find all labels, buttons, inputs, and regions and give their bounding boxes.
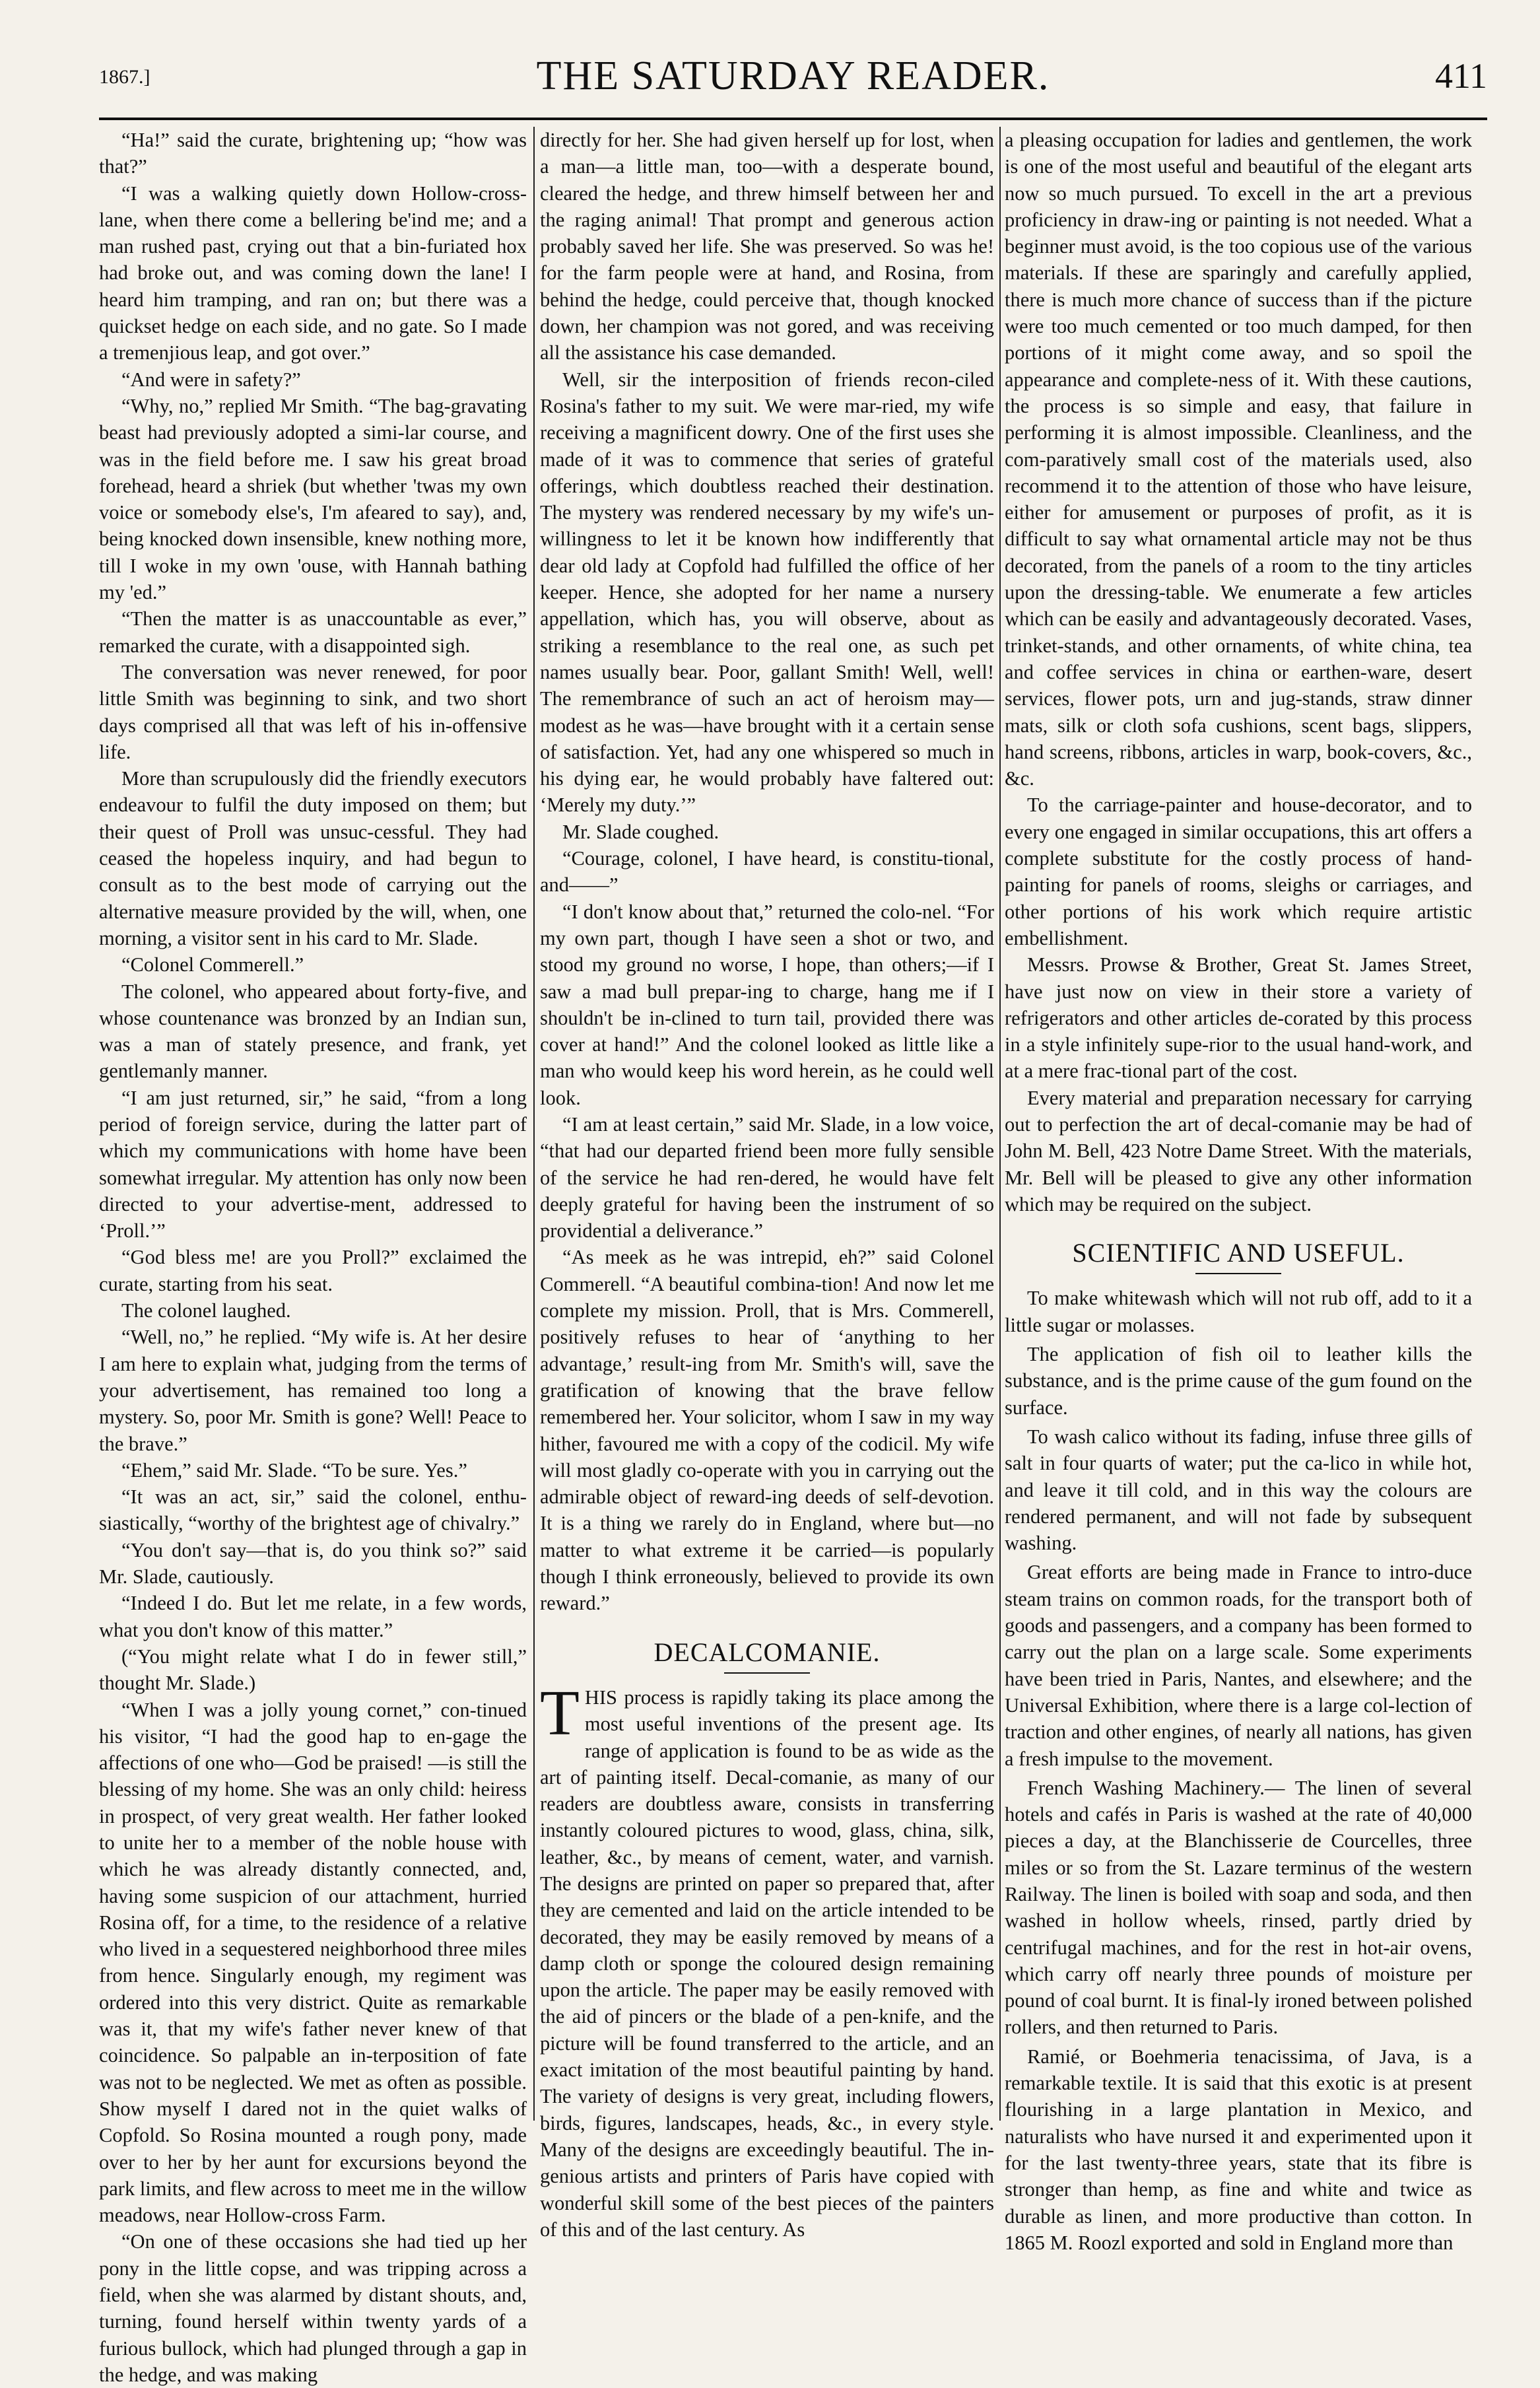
paragraph: “When I was a jolly young cornet,” con-tinued his visitor, “I had the good hap to en-gage the affections of one who—God be praised! —is still the blessing of my home. She was an only child: heiress in prospect, of very great wealth. Her father looked to unite her to a member of the noble house with which he was already distantly connected, and, having some suspicion of our attachment, hurried Rosina off, for a time, to the residence of a relative who lived in a sequestered neighborhood three miles from hence. Singularly enough, my regiment was ordered into this very district. Quite as remarkable was it, that my wife's father never knew of that coincidence. So palpable an in-terposition of fate was not to be neglected. We met as often as possible. Show myself I dared not in the quiet walks of Copfold. So Rosina mounted a rough pony, made over to her by her aunt for excursions beyond the park limits, and flew across to meet me in the willow meadows, near Hollow-cross Farm. bbox=[99, 1698, 527, 2227]
paragraph: The colonel, who appeared about forty-five, and whose countenance was bronzed by an Indian sun, was a man of stately presence, and frank, yet gentlemanly manner. bbox=[99, 980, 527, 1083]
column-divider bbox=[999, 127, 1001, 2121]
paragraph: To wash calico without its fading, infuse three gills of salt in four quarts of water; put the ca-lico in while hot, and leave it till cold, and in this way the colours are rendered permanent, and will not fade by subsequent washing. bbox=[1005, 1425, 1472, 1555]
section-heading-scientific: SCIENTIFIC AND USEFUL. bbox=[1072, 1238, 1405, 1268]
paragraph: (“You might relate what I do in fewer still,” thought Mr. Slade.) bbox=[99, 1645, 527, 1695]
paragraph: “Colonel Commerell.” bbox=[121, 953, 304, 976]
page-number: 411 bbox=[1435, 56, 1487, 96]
decalcomanie-text: HIS process is rapidly taking its place among the most useful inventions of the present age. Its range of application is found to be as wide as the art of painting itself. Decal-comanie, as many of our readers are doubtless aware, consists in transferring instantly coloured pictures to wood, glass, china, silk, leather, &c., by means of cement, water, and varnish. The designs are printed on paper so prepared that, after they are cemented and laid on the article intended to be decorated, they may be easily removed by means of a damp cloth or sponge the coloured design remaining upon the article. The paper may be easily removed with the aid of pincers or the blade of a pen-knife, and the picture will be found transferred to the article, and an exact imitation of the most beautiful painting by hand. The variety of designs is very great, including flowers, birds, figures, landscapes, heads, &c., in every style. Many of the designs are exceedingly beautiful. The in-genious artists and printers of Paris have copied with wonderful skill some of the best pieces of the painters of this and of the last century. As bbox=[540, 1686, 994, 2241]
header-year: 1867.] bbox=[99, 66, 151, 88]
paragraph: “Courage, colonel, I have heard, is constitu-tional, and——” bbox=[540, 847, 994, 897]
paragraph: Messrs. Prowse & Brother, Great St. James Street, have just now on view in their store a variety of refrigerators and other articles de-corated by this process in a style infinitely supe-rior to the usual hand-work, and at a mere frac-tional part of the cost. bbox=[1005, 953, 1472, 1083]
paragraph: Well, sir the interposition of friends recon-ciled Rosina's father to my suit. We were mar-ried, my wife receiving a magnificent dowry. One of the first uses she made of it was to commence that series of grateful offerings, which doubtless reached their destination. The mystery was rendered necessary by my wife's un-willingness to let it be known how indifferently that dear old lady at Copfold had fulfilled the office of her keeper. Hence, she adopted for her name a nursery appellation, which has, you will observe, about as striking a resemblance to the real one, as such pet names usually bear. Poor, gallant Smith! Well, well! The remembrance of such an act of heroism may—modest as he was—have brought with it a certain sense of satisfaction. Yet, had any one whispered so much in his dying ear, he would probably have faltered out: ‘Merely my duty.’” bbox=[540, 368, 994, 817]
paragraph: Mr. Slade coughed. bbox=[562, 820, 720, 843]
paragraph: “Indeed I do. But let me relate, in a few words, what you don't know of this matter.” bbox=[99, 1592, 527, 1641]
paragraph: “As meek as he was intrepid, eh?” said Colonel Commerell. “A beautiful combina-tion! And now let me complete my mission. Proll, that is Mrs. Commerell, positively refuses to hear of ‘anything to her advantage,’ result-ing from Mr. Smith's will, save the gratification of knowing that the brave fellow remembered her. Your solicitor, whom I saw in my way hither, favoured me with a copy of the codicil. My wife will most gladly co-operate with you in carrying out the admirable object of reward-ing deeds of self-devotion. It is a thing we rarely do in England, where but—no matter to what extreme it be carried—is popularly though I think erroneously, believed to provide its own reward.” bbox=[540, 1246, 994, 1615]
paragraph: “It was an act, sir,” said the colonel, enthu-siastically, “worthy of the brightest age of chivalry.” bbox=[99, 1485, 527, 1535]
header-rule bbox=[99, 118, 1487, 120]
heading-rule bbox=[1195, 1273, 1281, 1274]
paragraph: The application of fish oil to leather kills the substance, and is the prime cause of the gum found on the surface. bbox=[1005, 1343, 1472, 1419]
paragraph: “I was a walking quietly down Hollow-cross-lane, when there come a bellering be'ind me; and a man rushed past, crying out that a bin-furiated hox had broke out, and was coming down the lane! I heard him tramping, and ran on; but there was a quickset hedge on each side, and no gate. So I made a tremenjious leap, and got over.” bbox=[99, 182, 527, 364]
masthead-title: THE SATURDAY READER. bbox=[536, 53, 1050, 98]
paragraph: To the carriage-painter and house-decorator, and to every one engaged in similar occupations, this art offers a complete substitute for the costly process of hand-painting for panels of rooms, sleighs or carriages, and other portions of his work which require artistic embellishment. bbox=[1005, 794, 1472, 949]
section-heading-decalcomanie: DECALCOMANIE. bbox=[653, 1637, 881, 1667]
column-2 bbox=[540, 127, 994, 2241]
column-divider bbox=[533, 127, 535, 2121]
paragraph: “God bless me! are you Proll?” exclaimed the curate, starting from his seat. bbox=[99, 1246, 527, 1295]
paragraph: More than scrupulously did the friendly executors endeavour to fulfil the duty imposed on them; but their quest of Proll was unsuc-cessful. They had ceased the hopeless inquiry, and had begun to consult as to the best mode of carrying out the alternative measure provided by the will, when, one morning, a visitor sent in his card to Mr. Slade. bbox=[99, 767, 527, 949]
paragraph: “Why, no,” replied Mr Smith. “The bag-gravating beast had previously adopted a simi-lar course, and was in the field before me. I saw his great broad forehead, heard a shriek (but whether 'twas my own voice or somebody else's, I'm afeared to say), and, being knocked down insensible, knew nothing more, till I woke in my own 'ouse, with Hannah bathing my 'ed.” bbox=[99, 394, 527, 604]
paragraph: Great efforts are being made in France to intro-duce steam trains on common roads, for the transport both of goods and passengers, and a company has been formed to carry out the plan on a large scale. Some experiments have been tried in Paris, Nantes, and elsewhere; and the Universal Exhibition, where there is a large col-lection of traction and other engines, of nearly all nations, has given a fresh impulse to the movement. bbox=[1005, 1561, 1472, 1770]
paragraph: The conversation was never renewed, for poor little Smith was beginning to sink, and two short days comprised all that was left of his in-offensive life. bbox=[99, 660, 527, 763]
paragraph: a pleasing occupation for ladies and gentlemen, the work is one of the most useful and beautiful of the elegant arts now so much pursued. To excell in the art a previous proficiency in draw-ing or painting is not needed. What a beginner must avoid, is the too copious use of the various materials. If these are sparingly and carefully applied, there is much more chance of success than if the picture were too much cemented or too much damped, for then portions of it might come away, and so spoil the appearance and complete-ness of it. With these cautions, the process is so simple and easy, that failure in performing it is almost impossible. Cleanliness, and the com-paratively small cost of the materials used, also recommend it to the attention of those who have leisure, either for amusement or purposes of profit, as it is difficult to say what ornamental article may not be thus decorated, from the panels of a room to the tiny articles upon the dressing-table. We enumerate a few articles which can be easily and advantageously decorated. Vases, trinket-stands, and other ornaments, of white china, tea and coffee services in china or earthen-ware, desert services, flower pots, urn and jug-stands, straw dinner mats, silk or cloth sofa cushions, scent bags, slippers, hand screens, ribbons, articles in warp, book-covers, &c., &c. bbox=[1005, 129, 1472, 790]
column-3 bbox=[1005, 127, 1472, 2254]
paragraph: directly for her. She had given herself up for lost, when a man—a little man, too—with a desperate bound, cleared the hedge, and threw himself between her and the raging animal! That prompt and generous action probably saved her life. She was preserved. So was he! for the farm people were at hand, and Rosina, from behind the hedge, could perceive that, though knocked down, her champion was not gored, and was receiving all the assistance his case demanded. bbox=[540, 129, 994, 364]
drop-cap: T bbox=[540, 1677, 580, 1749]
paragraph: “You don't say—that is, do you think so?” said Mr. Slade, cautiously. bbox=[99, 1538, 527, 1588]
paragraph: “On one of these occasions she had tied up her pony in the little copse, and was tripping across a field, when she was alarmed by distant shouts, and, turning, found herself within twenty yards of a furious bullock, which had plunged through a gap in the hedge, and was making bbox=[99, 2230, 527, 2386]
column-1 bbox=[99, 127, 527, 2386]
paragraph: “Well, no,” he replied. “My wife is. At her desire I am here to explain what, judging from the terms of your advertisement, has remained too long a mystery. So, poor Mr. Smith is gone? Well! Peace to the brave.” bbox=[99, 1326, 527, 1455]
decalcomanie-paragraph bbox=[540, 1677, 994, 2243]
paragraph: “Ha!” said the curate, brightening up; “how was that?” bbox=[99, 129, 527, 178]
page-header bbox=[99, 46, 1487, 119]
heading-rule bbox=[724, 1672, 810, 1674]
paragraph: “I am at least certain,” said Mr. Slade, in a low voice, “that had our departed friend been more fully sensible of the service he had ren-dered, he would have felt deeply grateful for having been the instrument of so providential a deliverance.” bbox=[540, 1112, 994, 1243]
paragraph: “I am just returned, sir,” he said, “from a long period of foreign service, during the latter part of which my communications with home have been somewhat irregular. My attention has only now been directed to your advertise-ment, addressed to ‘Proll.’” bbox=[99, 1086, 527, 1243]
paragraph: “Ehem,” said Mr. Slade. “To be sure. Yes.” bbox=[121, 1458, 467, 1482]
paragraph: The colonel laughed. bbox=[121, 1299, 291, 1322]
paragraph: “I don't know about that,” returned the colo-nel. “For my own part, though I have seen a shot or two, and stood my ground no worse, I hope, than others;—if I saw a mad bull prepar-ing to charge, hang me if I shouldn't be in-clined to turn tail, provided there was cover at hand!” And the colonel looked as little like a man who would keep his word herein, as he could well look. bbox=[540, 900, 994, 1109]
paragraph: Every material and preparation necessary for carrying out to perfection the art of decal-comanie may be had of John M. Bell, 423 Notre Dame Street. With the materials, Mr. Bell will be pleased to give any other information which may be required on the subject. bbox=[1005, 1086, 1472, 1215]
paragraph: “And were in safety?” bbox=[121, 368, 301, 391]
paragraph: Ramié, or Boehmeria tenacissima, of Java, is a remarkable textile. It is said that this exotic is at present flourishing in a large plantation in Mexico, and naturalists who have nursed it and experimented upon it for the last twenty-three years, state that its fibre is stronger than hemp, as fine and white and twice as durable as linen, and more productive than cotton. In 1865 M. Roozl exported and sold in England more than bbox=[1005, 2045, 1472, 2254]
paragraph: To make whitewash which will not rub off, add to it a little sugar or molasses. bbox=[1005, 1287, 1472, 1336]
paragraph: “Then the matter is as unaccountable as ever,” remarked the curate, with a disappointed sigh. bbox=[99, 607, 527, 657]
paragraph: French Washing Machinery.— The linen of several hotels and cafés in Paris is washed at the rate of 40,000 pieces a day, at the Blanchisserie de Courcelles, three miles or so from the St. Lazare terminus of the western Railway. The linen is boiled with soap and soda, and then washed in hollow wheels, rinsed, partly dried by centrifugal machines, and for the rest in hot-air ovens, which carry off nearly three pounds of moisture per pound of coal burnt. It is final-ly ironed between polished rollers, and then returned to Paris. bbox=[1005, 1776, 1472, 2039]
